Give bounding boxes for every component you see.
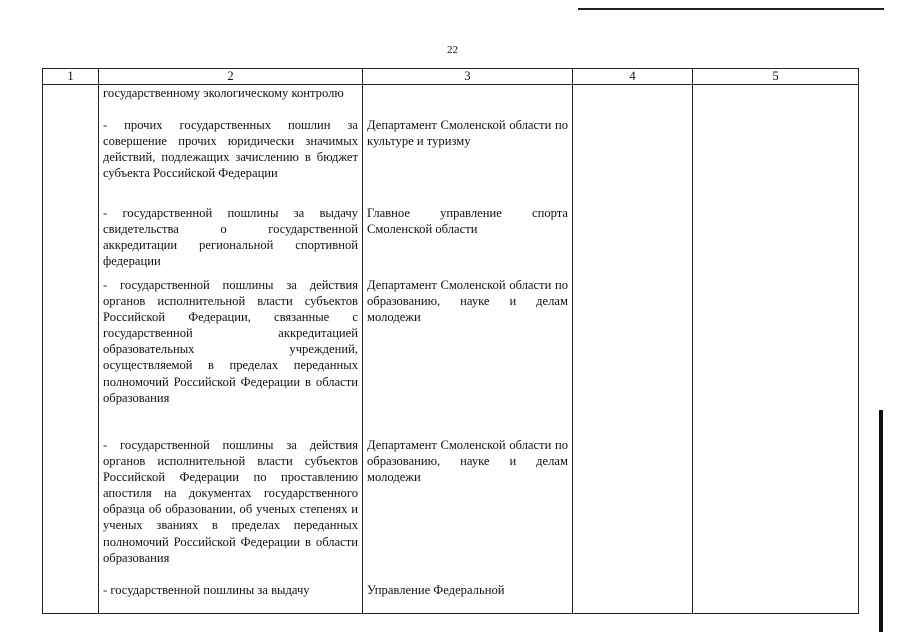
fee-entry: - прочих государственных пошлин за совершение прочих юридически значимых действий, подлежащих зачислению в бюджет субъекта Российской Федерации (103, 118, 358, 181)
column-header-4: 4 (573, 69, 693, 85)
column-header-5: 5 (693, 69, 859, 85)
fee-entry: государственному экологическому контролю (103, 86, 344, 100)
cell-col4 (573, 85, 693, 614)
table-row (43, 85, 859, 614)
agency-entry: Управление Федеральной (367, 583, 505, 597)
margin-bar (879, 410, 883, 632)
header-row (43, 69, 859, 85)
fee-entry: - государственной пошлины за действия органов исполнительной власти субъектов Российской Федерации, связанные с государственной аккредитацией образовательных учреждений, осуществляемой в пределах переданных полномочий Российской Федерации в области образования (103, 278, 358, 405)
agency-entry: Департамент Смоленской области по образованию, науке и делам молодежи (367, 438, 568, 485)
column-header-2: 2 (99, 69, 363, 85)
agency-entry: Департамент Смоленской области по культуре и туризму (367, 118, 568, 149)
top-rule (578, 8, 884, 10)
cell-col2 (99, 85, 363, 614)
column-header-3: 3 (363, 69, 573, 85)
fee-entry: - государственной пошлины за выдачу (103, 583, 310, 597)
fee-entry: - государственной пошлины за действия органов исполнительной власти субъектов Российской Федерации по проставлению апостиля на документах государственного образца об образовании, об ученых степенях и ученых званиях в пределах переданных полномочий Российской Федерации в области образования (103, 438, 358, 565)
document-table (42, 68, 859, 614)
cell-col3 (363, 85, 573, 614)
column-header-1: 1 (43, 69, 99, 85)
cell-col5 (693, 85, 859, 614)
cell-col1 (43, 85, 99, 614)
agency-entry: Департамент Смоленской области по образованию, науке и делам молодежи (367, 278, 568, 325)
fee-entry: - государственной пошлины за выдачу свидетельства о государственной аккредитации региональной спортивной федерации (103, 206, 358, 269)
page-number: 22 (447, 44, 458, 56)
agency-entry (367, 85, 568, 117)
agency-entry: Главное управление спорта Смоленской области (367, 206, 568, 237)
